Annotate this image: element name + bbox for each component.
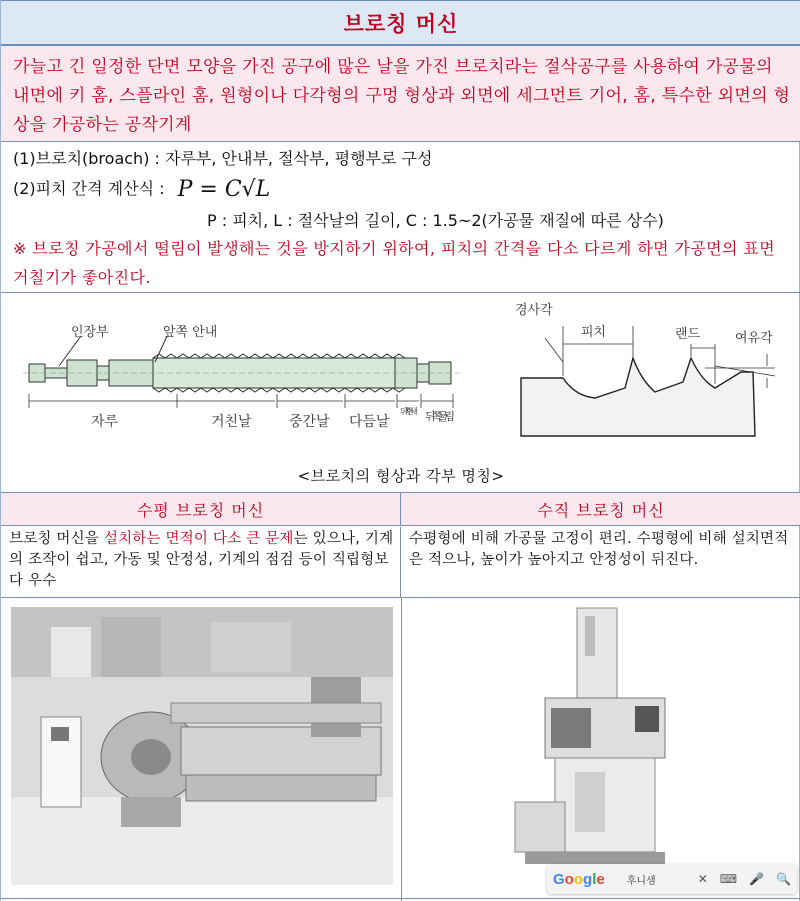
horizontal-machine-photo xyxy=(11,607,393,885)
title-bar xyxy=(1,0,800,46)
pitch-label: (2)피치 간격 계산식 : xyxy=(13,179,165,198)
label-front-guide: 앞쪽 안내 xyxy=(163,325,218,340)
definition-box xyxy=(1,46,800,142)
horizontal-text-pre: 브로칭 머신을 xyxy=(9,531,104,547)
vertical-description: 수평형에 비해 가공물 고정이 편리. 수평형에 비해 설치면적은 적으나, 높이가 높아지고 안정성이 뒤진다. xyxy=(409,531,789,568)
label-rake-angle: 경사각 xyxy=(515,303,553,318)
search-icon[interactable]: 🔍 xyxy=(776,872,791,886)
horizontal-description xyxy=(1,527,401,597)
label-finish-teeth: 다듬날 xyxy=(349,414,390,430)
vertical-header: 수직 브로칭 머신 xyxy=(401,492,800,526)
horizontal-text-highlight: 설치하는 면적이 다소 큰 문제 xyxy=(103,531,294,547)
column-divider xyxy=(401,597,402,901)
bottom-border xyxy=(1,898,800,899)
label-rough-teeth: 거친날 xyxy=(211,414,252,430)
google-search-bar[interactable] xyxy=(547,864,797,894)
horizontal-header: 수평 브로칭 머신 xyxy=(1,492,401,526)
label-tension: 인장부 xyxy=(71,325,109,340)
vibration-note: ※ 브로칭 가공에서 떨림이 발생해는 것을 방지하기 위하여, 피치의 간격을 다소 다르게 하면 가공면의 표면 거칠기가 좋아진다. xyxy=(13,239,776,287)
divider xyxy=(1,292,800,293)
google-query[interactable]: 후니샘 xyxy=(626,875,656,887)
pitch-line xyxy=(13,176,270,202)
keyboard-icon[interactable]: ⌨ xyxy=(719,872,738,886)
horizontal-text-post: 는 있으나, 기계의 조작이 쉽고, 가동 및 안정성, 기계의 점검 등이 직립형보다 우수 xyxy=(9,531,394,589)
pitch-formula: P = C√L xyxy=(177,177,271,202)
page-title: 브로칭 머신 xyxy=(343,11,459,36)
label-land: 랜드 xyxy=(675,327,701,342)
mic-icon[interactable]: 🎤 xyxy=(749,872,765,886)
label-rear-guide: 뒤쪽 안내 xyxy=(400,407,418,416)
label-pitch: 피치 xyxy=(581,325,607,340)
broach-illustration xyxy=(23,354,460,392)
figure-caption: <브로치의 형상과 각부 명칭> xyxy=(297,467,505,485)
pitch-legend: P : 피치, L : 절삭날의 길이, C : 1.5~2(가공물 재질에 따른 상수) xyxy=(207,211,664,230)
label-shank: 자루 xyxy=(91,414,119,430)
broach-figure xyxy=(15,296,787,456)
google-logo: Google xyxy=(553,870,605,888)
close-icon[interactable]: ✕ xyxy=(697,872,708,886)
definition-text: 가늘고 긴 일정한 단면 모양을 가진 공구에 많은 날을 가진 브로치라는 절삭공구를 사용하여 가공물의 내면에 키 홈, 스플라인 홈, 원형이나 다각형의 구멍 형상과 외면에 세그먼트 기어, 홈, 특수한 외면의 형상을 가공하는 공작기계 xyxy=(13,57,791,135)
label-semi-teeth: 중간날 xyxy=(289,414,330,430)
vertical-machine-photo xyxy=(505,602,685,868)
label-relief-angle: 여유각 xyxy=(735,331,773,346)
label-rear-pull: 뒤쪽 물림 xyxy=(425,410,455,423)
composition-line: (1)브로치(broach) : 자루부, 안내부, 절삭부, 평행부로 구성 xyxy=(13,149,433,168)
